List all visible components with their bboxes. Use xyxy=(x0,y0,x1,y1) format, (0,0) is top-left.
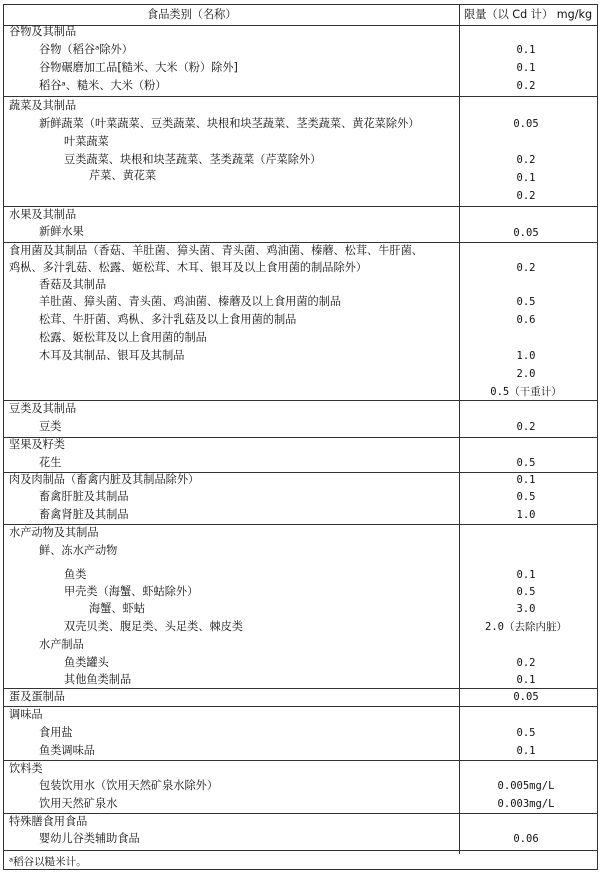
row-limit-value: 0.5（干重计） xyxy=(490,386,562,398)
row-label: 肉及肉制品（畜禽内脏及其制品除外） xyxy=(9,473,200,486)
row-label: 鸡枞、多汁乳菇、松露、姬松茸、木耳、银耳及以上食用菌的制品除外） xyxy=(9,261,368,274)
row-label: 畜禽肾脏及其制品 xyxy=(39,508,129,521)
row-label: 谷物及其制品 xyxy=(9,25,77,38)
row-limit-value: 0.003mg/L xyxy=(497,798,555,810)
row-label: 新鲜水果 xyxy=(39,225,84,238)
column-divider xyxy=(459,5,460,854)
row-limit-value: 1.0 xyxy=(516,350,536,362)
row-limit-value: 0.1 xyxy=(516,569,536,581)
row-label: 婴幼儿谷类辅助食品 xyxy=(39,832,140,845)
header-divider xyxy=(4,25,597,26)
row-label: 鱼类罐头 xyxy=(64,656,109,669)
group-divider xyxy=(4,437,597,438)
row-limit-value: 0.1 xyxy=(516,44,536,56)
row-limit-value: 0.2 xyxy=(516,421,536,433)
row-limit-value: 0.005mg/L xyxy=(497,780,555,792)
row-label: 叶菜蔬菜 xyxy=(64,135,109,148)
header-limit: 限量（以 Cd 计） mg/kg xyxy=(464,8,593,21)
row-label: 谷物碾磨加工品[糙米、大米（粉）除外] xyxy=(39,61,238,74)
row-limit-value: 0.2 xyxy=(516,262,536,274)
cadmium-limit-table xyxy=(3,4,598,870)
row-label: 包装饮用水（饮用天然矿泉水除外） xyxy=(39,779,219,792)
row-label: 蔬菜及其制品 xyxy=(9,99,77,112)
row-limit-value: 1.0 xyxy=(516,509,536,521)
row-limit-value: 0.06 xyxy=(513,833,539,845)
row-limit-value: 0.05 xyxy=(513,691,539,703)
row-label: 谷物（稻谷ᵃ除外） xyxy=(39,43,133,56)
row-label: 坚果及籽类 xyxy=(9,438,65,451)
row-limit-value: 0.1 xyxy=(516,172,536,184)
row-label: 饮用天然矿泉水 xyxy=(39,797,118,810)
group-divider xyxy=(4,206,597,207)
row-label: 调味品 xyxy=(9,708,43,721)
row-limit-value: 0.1 xyxy=(516,745,536,757)
row-limit-value: 0.5 xyxy=(516,296,536,308)
row-limit-value: 2.0（去除内脏） xyxy=(485,621,567,633)
row-label: 食用盐 xyxy=(39,726,73,739)
row-label: 松露、姬松茸及以上食用菌的制品 xyxy=(39,331,207,344)
row-label: 水果及其制品 xyxy=(9,208,77,221)
row-limit-value: 0.5 xyxy=(516,491,536,503)
row-label: 特殊膳食用食品 xyxy=(9,815,88,828)
row-label: 甲壳类（海蟹、虾蛄除外） xyxy=(64,585,199,598)
row-limit-value: 0.1 xyxy=(516,474,536,486)
row-limit-value: 3.0 xyxy=(516,603,536,615)
row-limit-value: 0.2 xyxy=(516,80,536,92)
row-label: 畜禽肝脏及其制品 xyxy=(39,490,129,503)
group-divider xyxy=(4,850,597,851)
row-label: 新鲜蔬菜（叶菜蔬菜、豆类蔬菜、块根和块茎蔬菜、茎类蔬菜、黄花菜除外） xyxy=(39,117,420,130)
row-label: 木耳及其制品、银耳及其制品 xyxy=(39,349,185,362)
row-label: 香菇及其制品 xyxy=(39,278,107,291)
row-limit-value: 0.5 xyxy=(516,457,536,469)
row-limit-value: 0.1 xyxy=(516,674,536,686)
group-divider xyxy=(4,96,597,97)
row-label: 豆类及其制品 xyxy=(9,402,77,415)
row-label: 海蟹、虾蛄 xyxy=(89,602,145,615)
row-limit-value: 0.2 xyxy=(516,154,536,166)
header-category: 食品类别（名称） xyxy=(147,8,237,21)
row-label: 饮料类 xyxy=(9,762,43,775)
row-limit-value: 0.5 xyxy=(516,727,536,739)
row-label: 水产动物及其制品 xyxy=(9,526,99,539)
row-limit-value: 2.0 xyxy=(516,368,536,380)
row-label: 双壳贝类、腹足类、头足类、棘皮类 xyxy=(64,620,244,633)
row-label: 豆类蔬菜、块根和块茎蔬菜、茎类蔬菜（芹菜除外） xyxy=(64,153,322,166)
group-divider xyxy=(4,760,597,761)
row-label: 芹菜、黄花菜 xyxy=(89,169,157,182)
group-divider xyxy=(4,400,597,401)
row-label: 蛋及蛋制品 xyxy=(9,690,65,703)
row-label: 鱼类 xyxy=(64,568,87,581)
row-label: 花生 xyxy=(39,456,62,469)
row-label: 其他鱼类制品 xyxy=(64,673,132,686)
row-label: 豆类 xyxy=(39,420,62,433)
row-label: 松茸、牛肝菌、鸡枞、多汁乳菇及以上食用菌的制品 xyxy=(39,313,297,326)
row-label: 羊肚菌、獐头菌、青头菌、鸡油菌、榛蘑及以上食用菌的制品 xyxy=(39,295,342,308)
group-divider xyxy=(4,813,597,814)
row-label: 鲜、冻水产动物 xyxy=(39,544,118,557)
footnote: ᵃ稻谷以糙米计。 xyxy=(9,856,87,868)
row-limit-value: 0.2 xyxy=(516,190,536,202)
row-label: 食用菌及其制品（香菇、羊肚菌、獐头菌、青头菌、鸡油菌、榛蘑、松茸、牛肝菌、 xyxy=(9,244,423,257)
row-limit-value: 0.2 xyxy=(516,657,536,669)
group-divider xyxy=(4,688,597,689)
row-limit-value: 0.05 xyxy=(513,118,539,130)
row-limit-value: 0.5 xyxy=(516,586,536,598)
row-label: 鱼类调味品 xyxy=(39,744,95,757)
row-label: 水产制品 xyxy=(39,638,84,651)
row-limit-value: 0.1 xyxy=(516,62,536,74)
row-label: 稻谷ᵃ、糙米、大米（粉） xyxy=(39,79,167,92)
row-limit-value: 0.05 xyxy=(513,227,539,239)
row-limit-value: 0.6 xyxy=(516,314,536,326)
group-divider xyxy=(4,706,597,707)
